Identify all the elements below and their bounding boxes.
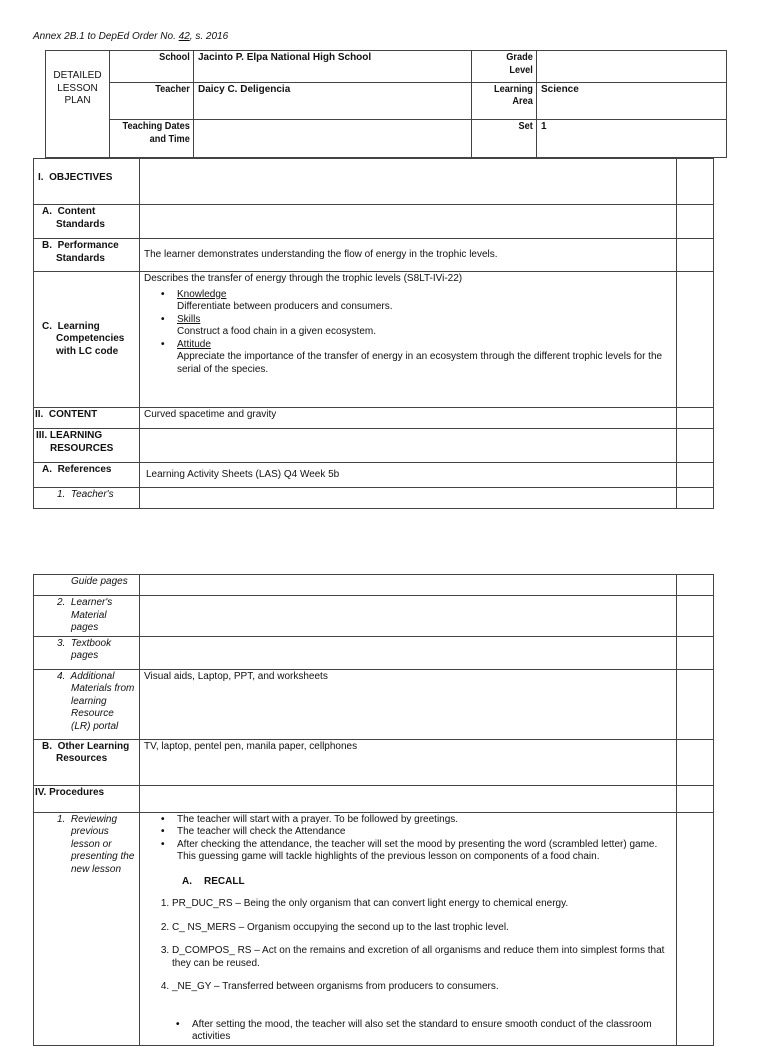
grade-level-label: Grade Level — [477, 51, 537, 83]
opening-activities — [144, 814, 672, 864]
domain-skills: • Skills Construct a food chain in a given ecosystem. — [177, 314, 672, 339]
set-value: 1 — [537, 120, 727, 158]
references-label: A. References — [34, 463, 140, 488]
domain-knowledge: • Knowledge Differentiate between producers and consumers. — [177, 289, 672, 314]
opening-step: • The teacher will start with a prayer. To be followed by greetings. — [177, 814, 672, 827]
learning-resources-heading: III. LEARNING RESOURCES — [34, 429, 140, 463]
textbook-pages-label: 3. Textbook pages — [34, 636, 140, 669]
lesson-header-table — [45, 50, 727, 158]
teacher-value: Daicy C. Deligencia — [194, 82, 472, 120]
recall-items — [144, 898, 672, 994]
learning-area-value: Science — [537, 82, 727, 120]
learning-competencies-label: C. Learning Competencies with LC code — [34, 272, 140, 408]
set-label: Set — [477, 120, 537, 158]
resources-procedures-table — [33, 574, 714, 1046]
content-value: Curved spacetime and gravity — [140, 408, 677, 429]
annex-reference: Annex 2B.1 to DepEd Order No. 42, s. 2016 — [33, 31, 229, 42]
learners-material-label: 2. Learner's Material pages — [34, 596, 140, 637]
other-resources-value: TV, laptop, pentel pen, manila paper, cellphones — [140, 739, 677, 785]
content-standards-value — [140, 205, 677, 239]
procedures-heading: IV. Procedures — [34, 785, 140, 812]
additional-materials-value: Visual aids, Laptop, PPT, and worksheets — [140, 669, 677, 739]
school-value: Jacinto P. Elpa National High School — [194, 51, 472, 83]
recall-item: 3. D_COMPOS_ RS – Act on the remains and excretion of all organisms and reduce them into simplest forms that they can be reused. — [172, 945, 672, 970]
teachers-guide-label: 1. Teacher's — [34, 488, 140, 509]
dlp-title: DETAILED LESSON PLAN — [46, 51, 110, 158]
recall-item: 2. C_ NS_MERS – Organism occupying the second up to the last trophic level. — [172, 922, 672, 935]
teaching-dates-label: Teaching Dates and Time — [116, 120, 193, 158]
recall-item: 1. PR_DUC_RS – Being the only organism that can convert light energy to chemical energy. — [172, 898, 672, 911]
other-resources-label: B. Other Learning Resources — [34, 739, 140, 785]
recall-heading: A. RECALL — [182, 875, 245, 887]
competency-domains — [144, 289, 672, 377]
teaching-dates-value — [194, 120, 472, 158]
opening-step: • The teacher will check the Attendance — [177, 826, 672, 839]
performance-standards-label: B. Performance Standards — [34, 239, 140, 272]
performance-standards-value: The learner demonstrates understanding the flow of energy in the trophic levels. — [140, 239, 677, 272]
additional-materials-label: 4. Additional Materials from learning Resource (LR) portal — [34, 669, 140, 739]
content-heading: II. CONTENT — [34, 408, 140, 429]
teachers-guide-continued: Guide pages — [34, 575, 140, 596]
school-label: School — [116, 51, 193, 83]
opening-step: • After checking the attendance, the teacher will set the mood by presenting the word (scrambled letter) game. This guessing game will tackle highlights of the previous lesson on components of a food chain. — [177, 839, 672, 864]
learning-area-label: Learning Area — [477, 82, 537, 120]
objectives-heading: I. OBJECTIVES — [34, 159, 140, 205]
references-value: Learning Activity Sheets (LAS) Q4 Week 5b — [140, 463, 677, 488]
objectives-resources-table — [33, 158, 714, 509]
standards-note: • After setting the mood, the teacher will also set the standard to ensure smooth conduct of the classroom activities — [144, 1019, 672, 1044]
recall-item: 4. _NE_GY – Transferred between organisms from producers to consumers. — [172, 981, 672, 994]
learning-competencies-value: Describes the transfer of energy through the trophic levels (S8LT-IVi-22) • Knowledge Differentiate between producers and consumers. • Skills Construct a food chain in a given ecosystem. • Attitude Appreciate the importance of the transfer of energy in an ecosystem through the different trophic levels for the serial of the species. — [140, 272, 677, 408]
reviewing-lesson-value — [140, 812, 677, 1045]
content-standards-label: A. Content Standards — [34, 205, 140, 239]
reviewing-lesson-label: 1. Reviewing previous lesson or presenting the new lesson — [34, 812, 140, 1045]
grade-level-value — [537, 51, 727, 83]
domain-attitude: • Attitude Appreciate the importance of the transfer of energy in an ecosystem through the different trophic levels for the serial of the species. — [177, 339, 672, 377]
teacher-label: Teacher — [116, 82, 193, 120]
